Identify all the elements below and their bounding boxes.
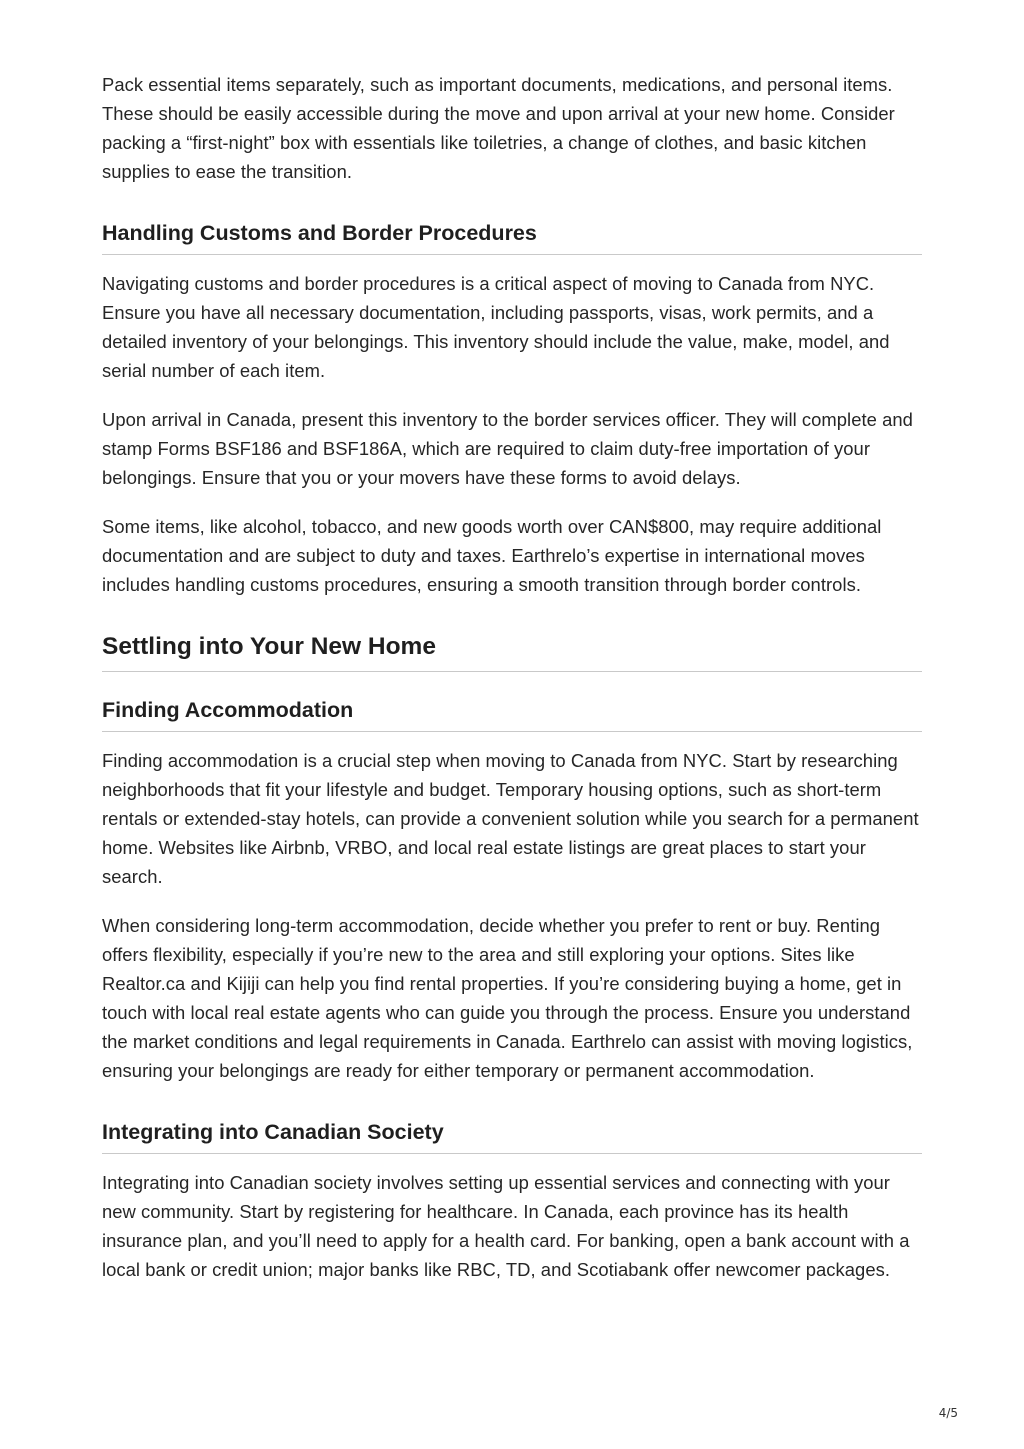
page-number: 4/5 [938, 1406, 958, 1420]
intro-paragraph: Pack essential items separately, such as important documents, medications, and personal items. These should be easily accessible during the move and upon arrival at your new home. Consider packing a “first-night” box with essentials like toiletries, a change of clothes, and basic kitchen supplies to ease the transition. [102, 74, 895, 182]
heading-accommodation: Finding Accommodation [102, 696, 922, 732]
document-page [102, 70, 922, 1304]
heading-integrating: Integrating into Canadian Society [102, 1118, 922, 1154]
customs-paragraph-3: Some items, like alcohol, tobacco, and new goods worth over CAN$800, may require additional documentation and are subject to duty and taxes. Earthrelo’s expertise in international moves includes handling customs procedures, ensuring a smooth transition through border controls. [102, 516, 882, 595]
customs-paragraph-2: Upon arrival in Canada, present this inventory to the border services officer. They will complete and stamp Forms BSF186 and BSF186A, which are required to claim duty-free importation of your belongings. Ensure that you or your movers have these forms to avoid delays. [102, 409, 913, 488]
customs-paragraph-1: Navigating customs and border procedures is a critical aspect of moving to Canada from NYC. Ensure you have all necessary documentation, including passports, visas, work permits, and a detailed inventory of your belongings. This inventory should include the value, make, model, and serial number of each item. [102, 273, 890, 381]
accommodation-paragraph-1: Finding accommodation is a crucial step when moving to Canada from NYC. Start by researching neighborhoods that fit your lifestyle and budget. Temporary housing options, such as short-term rentals or extended-stay hotels, can provide a convenient solution while you search for a permanent home. Websites like Airbnb, VRBO, and local real estate listings are great places to start your search. [102, 750, 919, 887]
accommodation-paragraph-2: When considering long-term accommodation, decide whether you prefer to rent or buy. Renting offers flexibility, especially if you’re new to the area and still exploring your options. Sites like Realtor.ca and Kijiji can help you find rental properties. If you’re considering buying a home, get in touch with local real estate agents who can guide you through the process. Ensure you understand the market conditions and legal requirements in Canada. Earthrelo can assist with moving logistics, ensuring your belongings are ready for either temporary or permanent accommodation. [102, 915, 913, 1081]
heading-settling: Settling into Your New Home [102, 631, 922, 672]
heading-customs: Handling Customs and Border Procedures [102, 219, 922, 255]
integrating-paragraph-1: Integrating into Canadian society involves setting up essential services and connecting with your new community. Start by registering for healthcare. In Canada, each province has its health insurance plan, and you’ll need to apply for a health card. For banking, open a bank account with a local bank or credit union; major banks like RBC, TD, and Scotiabank offer newcomer packages. [102, 1172, 910, 1280]
